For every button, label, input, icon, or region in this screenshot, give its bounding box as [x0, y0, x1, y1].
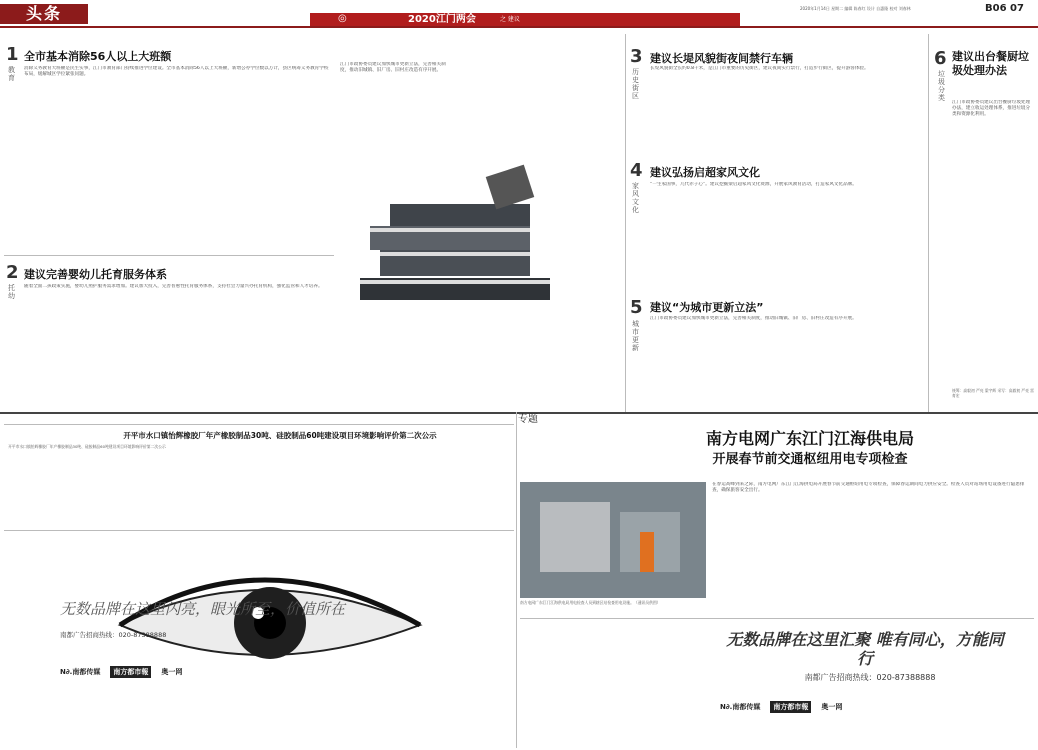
- header-rule: [0, 26, 1038, 28]
- feature-body: 在春运高峰到来之际，南方电网广东江门江海供电局开展春节前交通枢纽用电专项检查，保障春运期间电力供应安全。检查人员对站场用电设备进行隐患排查，确保旅客安全出行。: [712, 482, 1025, 494]
- logo-nandu-media: N∂.南都传媒: [60, 668, 101, 676]
- article-number: 3: [630, 46, 643, 67]
- divider: [4, 424, 514, 425]
- logo-aoyi-net: 奥一网: [161, 668, 183, 676]
- ad-phone: 南都广告招商热线：020-87388888: [60, 631, 167, 639]
- divider: [4, 255, 334, 256]
- article-tag: 城市更新: [632, 320, 639, 352]
- article-number: 1: [6, 44, 19, 65]
- article-body-continued: 江门市政协委员建议加快城市更新立法，完善相关制度，推动旧城镇、旧厂房、旧村庄改造有序开展。: [340, 62, 446, 74]
- eye-illustration: [0, 545, 515, 745]
- feature-subtitle: 开展春节前交通枢纽用电专项检查: [712, 452, 908, 467]
- article-number: 5: [630, 297, 643, 318]
- article-title: 建议出台餐厨垃圾处理办法: [952, 50, 1029, 77]
- dateline: 2020年1月14日 星期二 编辑 陈春红 设计 自惠隆 校对 刘春林: [800, 6, 911, 11]
- emblem-icon: ◎: [338, 13, 347, 24]
- page-number: B06 07: [985, 3, 1024, 14]
- column-divider: [625, 34, 626, 412]
- feature-title: 南方电网广东江门江海供电局: [705, 429, 914, 448]
- article-tag: 历史街区: [632, 68, 639, 100]
- logo-nanfang-dushibao: 南方都市報: [770, 701, 811, 713]
- divider: [520, 618, 1034, 619]
- photo-caption: 南方电网广东江门江海供电局用电检查人员到辖区站检查用电设施。（通讯员供图）: [520, 600, 661, 605]
- article-title: 建议长堤风貌街夜间禁行车辆: [650, 52, 793, 65]
- article-title: 建议“为城市更新立法”: [650, 301, 764, 314]
- credits: 统筹：高毅初 严亮 梁宇辉 采写：高毅初 严亮 雷育宏: [952, 388, 1034, 398]
- feature-label: 专题: [518, 414, 538, 425]
- divider: [4, 530, 514, 531]
- media-logos: [60, 665, 360, 679]
- article-body: 江门市政协委员建议出台餐厨垃圾处理办法，建立收运处理体系，推进垃圾分类和资源化利用。: [952, 100, 1031, 118]
- article-body: 随着全面二孩政策实施，婴幼儿照护服务需求增加。建议加大投入，完善普惠性托育服务体系，支持社会力量兴办托育机构，强化监管和人才培养。: [24, 284, 323, 289]
- column-divider: [928, 34, 929, 412]
- notice-title: 开平市水口镇怡辉橡胶厂年产橡胶制品30吨、硅胶制品60吨建设项目环境影响评价第二次公示: [123, 431, 437, 440]
- feature-photo: [520, 482, 706, 598]
- article-body: 长堤风貌街全长约0.8千米，是江门市重要的历史街区，建议夜间实行禁行，打造步行街区，提升游客体验。: [650, 66, 869, 71]
- article-tag: 托幼: [8, 284, 15, 300]
- logo-aoyi-net: 奥一网: [821, 703, 843, 711]
- article-tag: 教育: [8, 66, 15, 82]
- banner-title: 2020江门两会: [408, 14, 476, 25]
- notice-body: 开平市水口镇怡辉橡胶厂年产橡胶制品30吨、硅胶制品60吨建设项目环境影响评价第二次公示: [8, 444, 166, 449]
- logo-nandu-media: N∂.南都传媒: [720, 703, 761, 711]
- ad-slogan: 无数品牌在这里闪亮，眼光所至，价值所在: [60, 600, 346, 618]
- article-body: 江门市政协委员建议加快城市更新立法，完善相关制度，推动旧城镇、旧厂房、旧村庄改造有序开展。: [650, 316, 857, 321]
- books-illustration: [340, 130, 630, 305]
- ad-slogan-2: 无数品牌在这里汇聚 唯有同心，方能同行: [726, 630, 1004, 668]
- article-title: 全市基本消除56人以上大班额: [24, 50, 172, 63]
- star-icon: ★: [320, 14, 329, 25]
- article-number: 4: [630, 160, 643, 181]
- media-logos-2: [720, 700, 1020, 714]
- article-title: 建议弘扬启超家风文化: [650, 166, 760, 179]
- logo-nanfang-dushibao: 南方都市報: [110, 666, 151, 678]
- article-body: “一生家国事，几代赤子心”。建议挖掘梁启超家风文化资源，开展家风教育活动，打造家风文化品牌。: [650, 182, 857, 187]
- article-body: 消除义务教育大班额是民生实事，江门市教育部门持续推进学位建设。全市基本消除56人以上大班额，新增公办学位数以万计，县区统筹义务教育学校布局，缓解城区学位紧张问题。: [24, 66, 329, 78]
- article-title: 建议完善婴幼儿托育服务体系: [24, 268, 167, 281]
- column-divider: [516, 412, 517, 748]
- ad-phone-2: 南都广告招商热线：020-87388888: [804, 673, 936, 682]
- section-title: 头条: [0, 4, 88, 24]
- article-tag: 家风文化: [632, 182, 639, 214]
- article-tag: 垃圾分类: [938, 70, 945, 102]
- article-number: 6: [934, 48, 947, 69]
- banner-subtitle: 之 建议: [500, 16, 520, 23]
- article-number: 2: [6, 262, 19, 283]
